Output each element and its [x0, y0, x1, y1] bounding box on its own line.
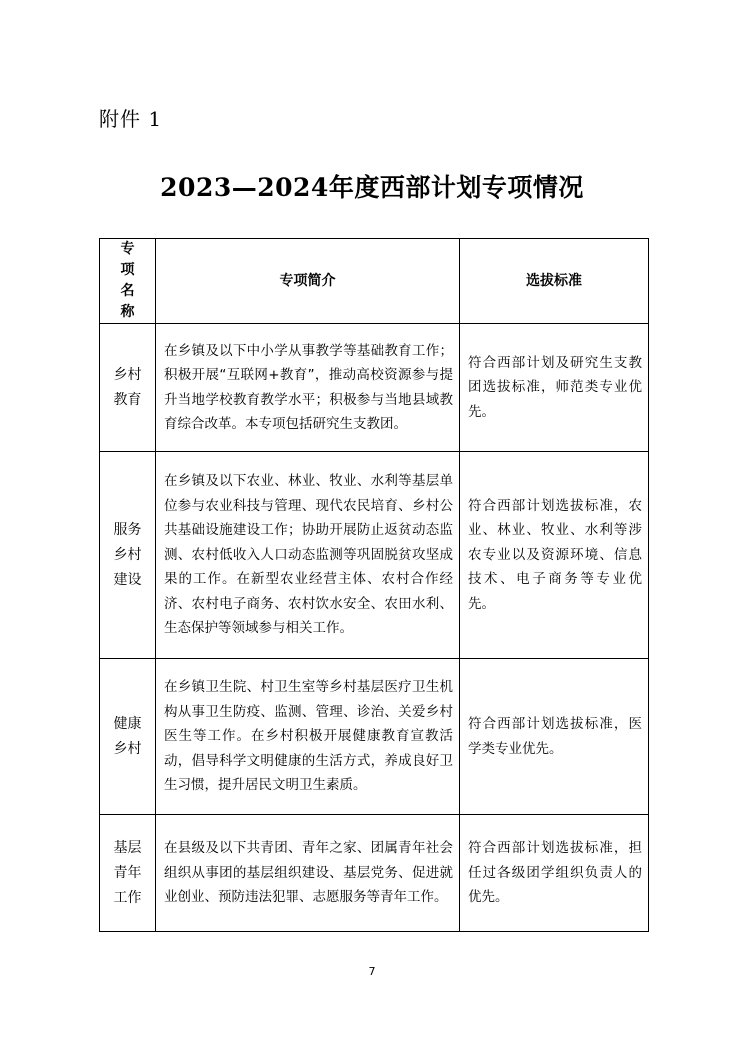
page-number: 7 — [368, 965, 376, 978]
project-intro-cell: 在县级及以下共青团、青年之家、团属青年社会组织从事团的基层组织建设、基层党务、促进就业创业、预防违法犯罪、志愿服务等青年工作。 — [156, 815, 460, 932]
project-intro-cell: 在乡镇及以下农业、林业、牧业、水利等基层单位参与农业科技与管理、现代农民培育、乡村公共基础设施建设工作；协助开展防止返贫动态监测、农村低收入人口动态监测等巩固脱贫攻坚成果的工作。在新型农业经营主体、农村合作经济、农村电子商务、农村饮水安全、农田水利、生态保护等领域参与相关工作。 — [156, 452, 460, 659]
table-row — [100, 452, 649, 659]
selection-standard-cell: 符合西部计划及研究生支教团选拔标准，师范类专业优先。 — [460, 324, 649, 452]
attachment-label: 附件 1 — [99, 107, 163, 131]
table-row — [100, 324, 649, 452]
document-title: 2023—2024年度西部计划专项情况 — [160, 173, 584, 202]
selection-standard-cell: 符合西部计划选拔标准，担任过各级团学组织负责人的优先。 — [460, 815, 649, 932]
selection-standard-cell: 符合西部计划选拔标准，医学类专业优先。 — [460, 659, 649, 815]
table-row — [100, 659, 649, 815]
project-intro-cell: 在乡镇卫生院、村卫生室等乡村基层医疗卫生机构从事卫生防疫、监测、管理、诊治、关爱乡村医生等工作。在乡村积极开展健康教育宣教活动，倡导科学文明健康的生活方式，养成良好卫生习惯，提升居民文明卫生素质。 — [156, 659, 460, 815]
header-selection-standard: 选拔标准 — [460, 239, 649, 324]
project-name-cell: 健康乡村 — [100, 659, 156, 815]
project-intro-cell: 在乡镇及以下中小学从事教学等基础教育工作；积极开展“互联网+教育”，推动高校资源参与提升当地学校教育教学水平；积极参与当地县域教育综合改革。本专项包括研究生支教团。 — [156, 324, 460, 452]
selection-standard-cell: 符合西部计划选拔标准，农业、林业、牧业、水利等涉农专业以及资源环境、信息技术、电子商务等专业优先。 — [460, 452, 649, 659]
header-project-intro: 专项简介 — [156, 239, 460, 324]
project-name-cell: 服务乡村建设 — [100, 452, 156, 659]
table-row — [100, 815, 649, 932]
table-header-row — [100, 239, 649, 324]
project-name-cell: 基层青年工作 — [100, 815, 156, 932]
special-projects-table — [99, 238, 649, 932]
header-project-name: 专项名称 — [100, 239, 156, 324]
project-name-cell: 乡村教育 — [100, 324, 156, 452]
